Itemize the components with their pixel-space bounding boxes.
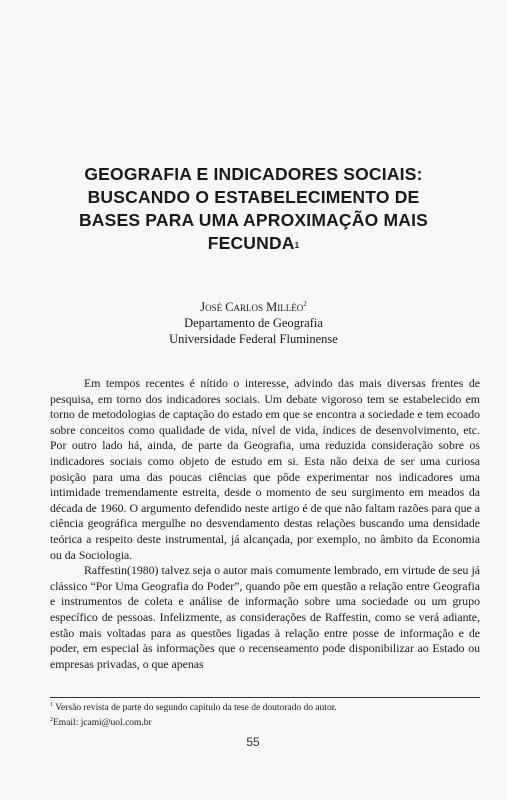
title-line-4-text: FECUNDA [207,233,295,253]
body-paragraph-1: Em tempos recentes é nítido o interesse, advindo das mais diversas frentes de pesquisa, em torno dos indicadores sociais. Um debate vigoroso tem se estabelecido em torno de metodologias de captação do estado em que se encontra a sociedade e tem ecoado sobre conceitos como qualidade de vida, nível de vida, índices de desenvolvimento, etc. Por outro lado há, ainda, de parte da Geografia, uma reduzida consideração sobre os indicadores sociais como objeto de estudo em si. Esta não deixa de ser uma curiosa posição para uma das poucas ciências que pôde experimentar nos indicadores uma intimidade tremendamente estreita, desde o momento de seu surgimento em meados da década de 1960. O argumento defendido neste artigo é de que não faltam razões para que a ciência geográfica mergulhe no desvendamento destas relações buscando uma densidade teórica a respeito deste instrumental, já alcançada, por exemplo, no âmbito da Economia ou da Sociologia. [50,376,480,562]
article-body [50,376,480,672]
article-title [40,163,467,255]
author-department: Departamento de Geografia [184,316,323,331]
footnote-2-text: Email: jcami@uol.com.br [53,718,152,729]
page-number: 55 [246,735,260,749]
footnote-1 [50,699,480,714]
footnote-1-mark: 1 [50,702,53,708]
author-name: José Carlos Milléo [200,300,304,315]
author-footnote-mark: 2 [303,300,307,308]
footnote-1-text: Versão revista de parte do segundo capítulo da tese de doutorado do autor. [55,703,337,714]
footnote-2 [50,714,480,729]
title-line-2: BUSCANDO O ESTABELECIMENTO DE [87,187,420,207]
author-name-line [100,296,407,315]
title-line-4 [40,232,467,255]
footnotes [50,697,480,729]
title-line-3: BASES PARA UMA APROXIMAÇÃO MAIS [78,210,429,230]
author-university: Universidade Federal Fluminense [169,332,338,347]
title-footnote-mark: 1 [294,241,300,250]
title-line-1: GEOGRAFIA E INDICADORES SOCIAIS: [84,164,423,184]
footnote-2-mark: 2 [50,717,53,724]
body-paragraph-2: Raffestin(1980) talvez seja o autor mais comumente lembrado, em virtude de seu já clássico “Por Uma Geografia do Poder”, quando põe em questão a relação entre Geografia e instrumentos de coleta e análise de informação sobre uma sociedade ou um grupo específico de pessoas. Infelizmente, as considerações de Raffestin, como se verá adiante, estão mais voltadas para as questões ligadas à relação entre posse de informação e de poder, em especial às informações que o recenseamento pode disponibilizar ao Estado ou empresas privadas, o que apenas [50,563,480,671]
author-block [100,296,407,347]
